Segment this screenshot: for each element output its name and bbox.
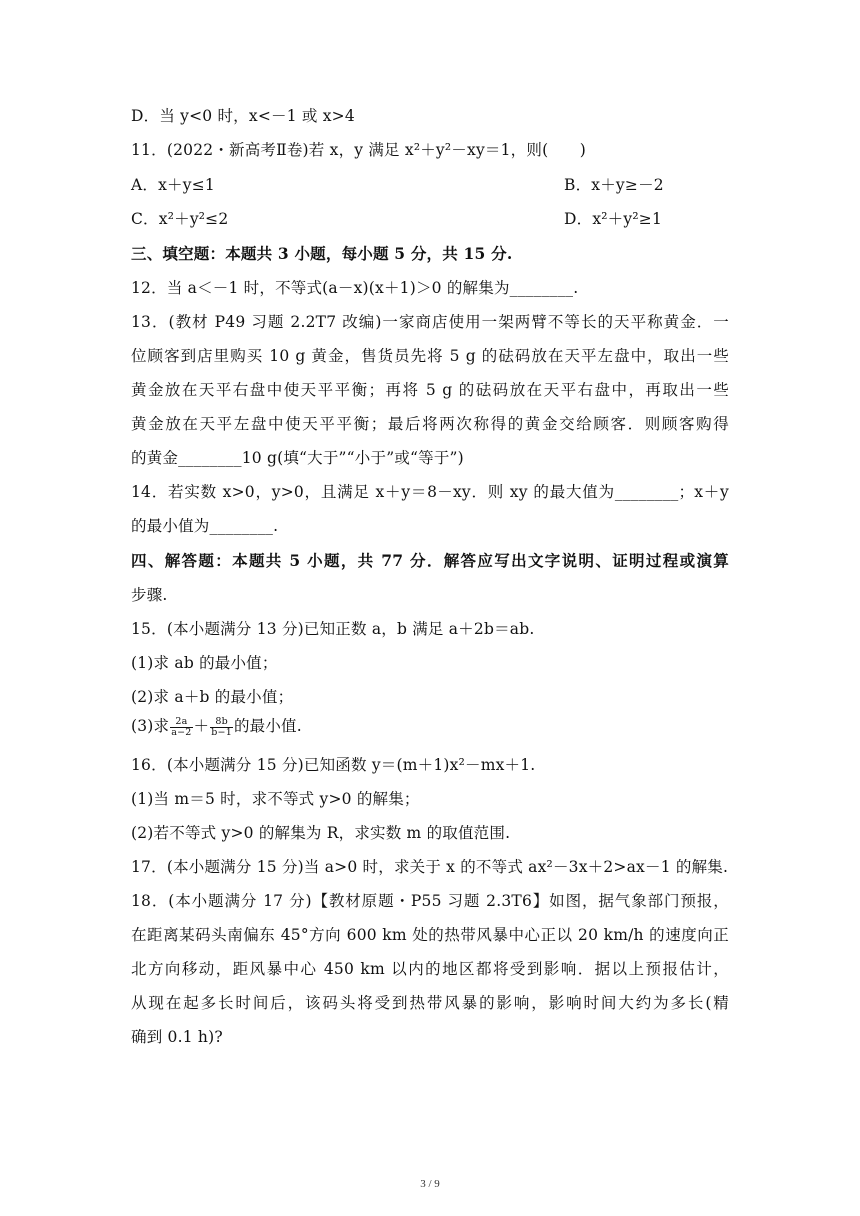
q11-option-a: A．x＋y≤1: [131, 176, 215, 194]
question-18-line-4: 从现在起多长时间后，该码头将受到热带风暴的影响，影响时间大约为多长(精: [131, 994, 729, 1012]
question-18-line-3: 北方向移动，距风暴中心 450 km 以内的地区都将受到影响．据以上预报估计，: [131, 960, 729, 978]
section-answer-heading-line-2: 步骤.: [131, 586, 168, 604]
q11-option-b: B．x＋y≥－2: [564, 176, 664, 194]
part-3-suffix: 的最小值.: [233, 717, 302, 735]
question-13-line-1: 13．(教材 P49 习题 2.2T7 改编)一家商店使用一架两臂不等长的天平称黄金．一: [131, 313, 729, 331]
question-16: 16．(本小题满分 15 分)已知函数 y＝(m＋1)x²－mx＋1.: [131, 756, 536, 774]
section-answer-heading-line-1: 四、解答题：本题共 5 小题，共 77 分．解答应写出文字说明、证明过程或演算: [131, 551, 729, 570]
fraction-2a-over-a-minus-2: [170, 717, 192, 738]
fraction-numerator: 2a: [170, 717, 192, 728]
fraction-denominator: b−1: [211, 726, 232, 738]
question-18-line-1: 18．(本小题满分 17 分)【教材原题・P55 习题 2.3T6】如图，据气象部门预报，: [131, 892, 729, 910]
question-15-part-2: (2)求 a＋b 的最小值；: [131, 688, 294, 706]
fraction-denominator: a−2: [171, 726, 192, 738]
fraction-8b-over-b-minus-1: [210, 717, 233, 738]
question-13-line-5: 的黄金________10 g(填“大于”“小于”或“等于”): [131, 449, 464, 467]
question-16-part-2: (2)若不等式 y>0 的解集为 R，求实数 m 的取值范围.: [131, 824, 511, 842]
question-16-part-1: (1)当 m＝5 时，求不等式 y>0 的解集；: [131, 790, 420, 808]
question-13-line-3: 黄金放在天平右盘中使天平平衡；再将 5 g 的砝码放在天平右盘中，再取出一些: [131, 381, 729, 399]
question-14-line-1: 14．若实数 x>0，y>0，且满足 x＋y＝8－xy．则 xy 的最大值为________；x＋y: [131, 483, 729, 501]
question-13-line-4: 黄金放在天平左盘中使天平平衡；最后将两次称得的黄金交给顾客．则顾客购得: [131, 415, 729, 433]
q11-option-d: D．x²＋y²≥1: [564, 210, 663, 228]
fraction-numerator: 8b: [210, 717, 233, 728]
question-17: 17．(本小题满分 15 分)当 a>0 时，求关于 x 的不等式 ax²－3x＋2>ax－1 的解集.: [131, 858, 729, 876]
page-number: 3 / 9: [420, 1178, 440, 1190]
question-11: 11．(2022・新高考Ⅱ卷)若 x，y 满足 x²＋y²－xy＝1，则( ): [131, 141, 586, 159]
section-fill-in-heading: 三、填空题：本题共 3 小题，每小题 5 分，共 15 分.: [131, 244, 513, 263]
question-15-part-1: (1)求 ab 的最小值；: [131, 654, 278, 672]
plus-sign: ＋: [193, 717, 210, 735]
q11-option-c: C．x²＋y²≤2: [131, 210, 229, 228]
question-13-line-2: 位顾客到店里购买 10 g 黄金，售货员先将 5 g 的砝码放在天平左盘中，取出一些: [131, 347, 729, 365]
question-12: 12．当 a＜－1 时，不等式(a－x)(x＋1)＞0 的解集为________.: [131, 279, 579, 297]
question-18-line-5: 确到 0.1 h)?: [131, 1028, 223, 1046]
part-3-prefix: (3)求: [131, 717, 170, 735]
q11-options-row-1: [131, 174, 731, 196]
question-18-line-2: 在距离某码头南偏东 45°方向 600 km 处的热带风暴中心正以 20 km/h 的速度向正: [131, 926, 729, 944]
q11-options-row-2: [131, 208, 731, 230]
option-d-q10: D．当 y<0 时，x<－1 或 x>4: [131, 107, 355, 125]
question-14-line-2: 的最小值为________.: [131, 517, 279, 535]
question-15: 15．(本小题满分 13 分)已知正数 a，b 满足 a＋2b＝ab.: [131, 620, 535, 638]
question-15-part-3: [131, 715, 731, 738]
